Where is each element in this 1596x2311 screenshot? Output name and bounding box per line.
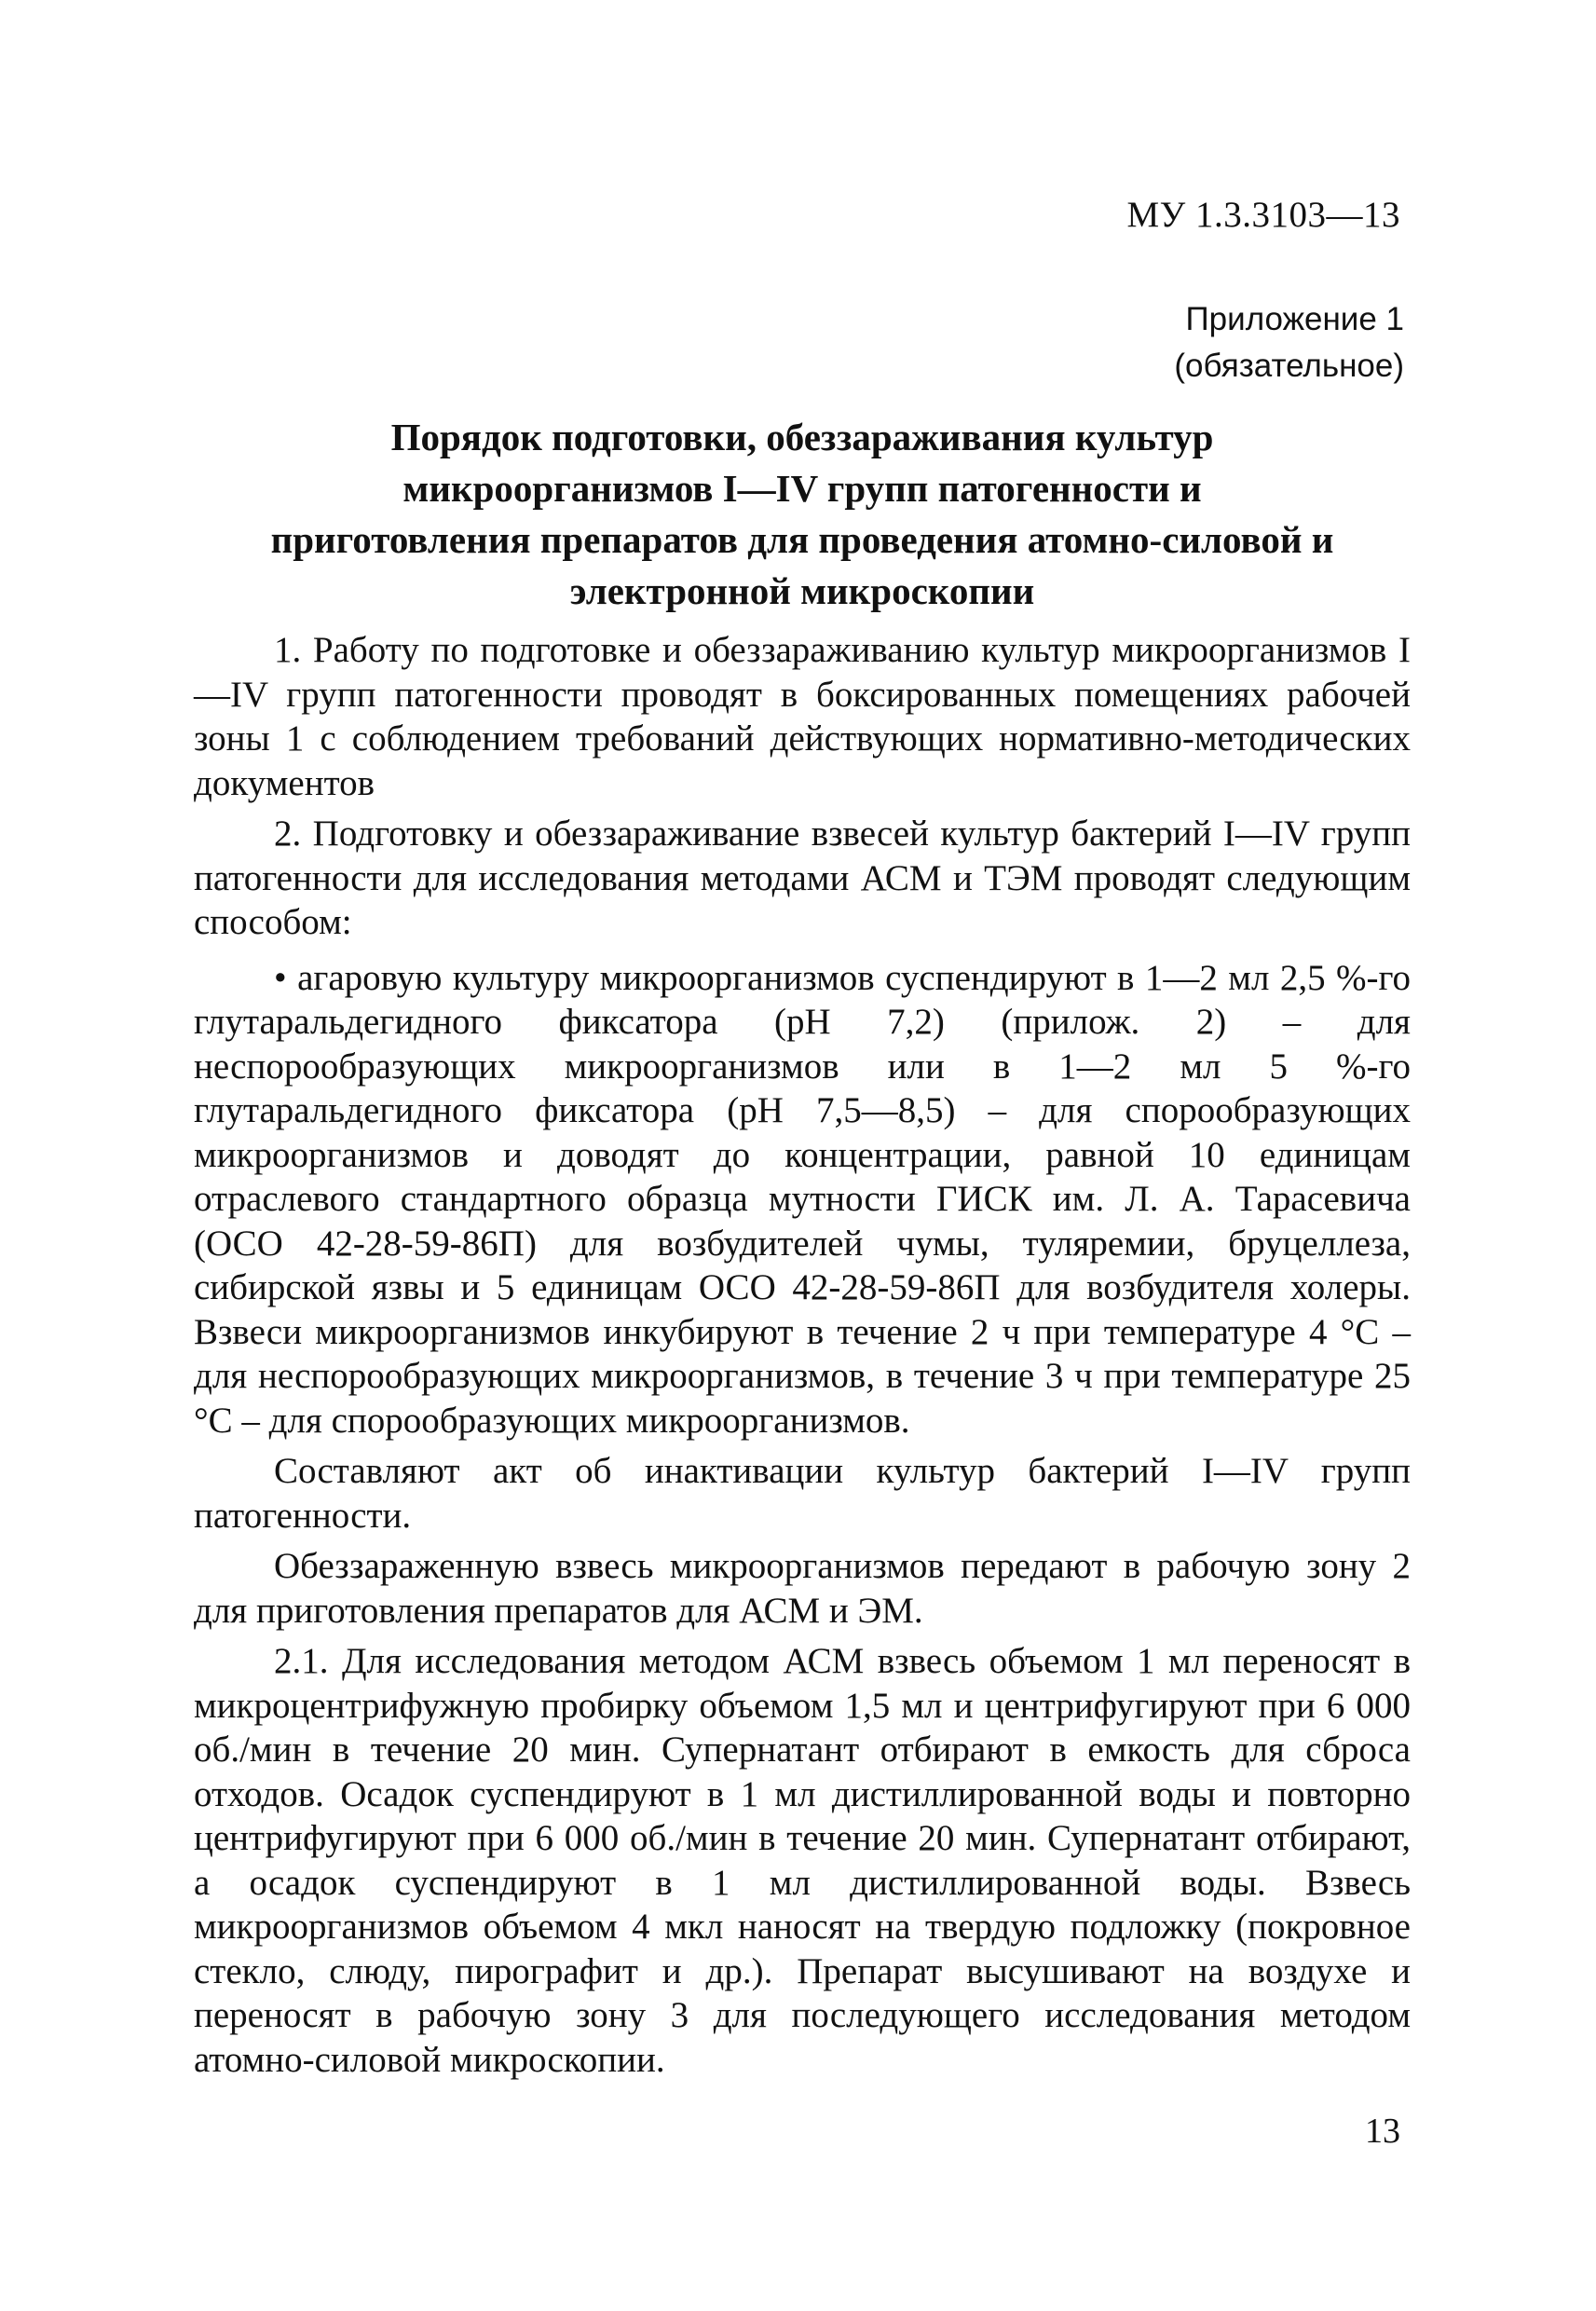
paragraph-1: 1. Работу по подготовке и обеззараживанию культур микроорганизмов I—IV групп патогенности проводят в боксированных помещениях рабочей зоны 1 с соблюдением требований действующих нормативно-методических документов (194, 630, 1411, 803)
title-line-1: Порядок подготовки, обеззараживания культур (390, 416, 1214, 458)
document-code: МУ 1.3.3103—13 (1126, 195, 1400, 235)
paragraph-transfer: Обеззараженную взвесь микроорганизмов передают в рабочую зону 2 для приготовления препаратов для АСМ и ЭМ. (194, 1546, 1411, 1631)
section-title (201, 412, 1403, 617)
page-number: 13 (1365, 2112, 1400, 2151)
appendix-status: (обязательное) (1174, 348, 1404, 384)
paragraph-2-1: 2.1. Для исследования методом АСМ взвесь объемом 1 мл переносят в микроцентрифужную пробирку объемом 1,5 мл и центрифугируют при 6 000 об./мин в течение 20 мин. Супернатант отбирают в емкость для сброса отходов. Осадок суспендируют в 1 мл дистиллированной воды и повторно центрифугируют при 6 000 об./мин в течение 20 мин. Супернатант отбирают, а осадок суспендируют в 1 мл дистиллированной воды. Взвесь микроорганизмов объемом 4 мкл наносят на твердую подложку (покровное стекло, слюду, пирографит и др.). Препарат высушивают на воздухе и переносят в рабочую зону 3 для последующего исследования методом атомно-силовой микроскопии. (194, 1641, 1411, 2080)
title-line-2: микроорганизмов I—IV групп патогенности и (402, 467, 1202, 510)
title-line-4: электронной микроскопии (569, 569, 1035, 612)
appendix-label-block (1174, 296, 1404, 390)
title-line-3: приготовления препаратов для проведения атомно-силовой и (270, 518, 1334, 561)
paragraph-act: Составляют акт об инактивации культур бактерий I—IV групп патогенности. (194, 1451, 1411, 1536)
appendix-label: Приложение 1 (1185, 301, 1404, 337)
body-text (194, 628, 1411, 2088)
paragraph-2: 2. Подготовку и обеззараживание взвесей культур бактерий I—IV групп патогенности для исследования методами АСМ и ТЭМ проводят следующим способом: (194, 814, 1411, 942)
bullet-paragraph: • агаровую культуру микроорганизмов суспендируют в 1—2 мл 2,5 %-го глутаральдегидного фиксатора (рН 7,2) (прилож. 2) – для неспорообразующих микроорганизмов или в 1—2 мл 5 %-го глутаральдегидного фиксатора (рН 7,5—8,5) – для спорообразующих микроорганизмов и доводят до концентрации, равной 10 единицам отраслевого стандартного образца мутности ГИСК им. Л. А. Тарасевича (ОСО 42-28-59-86П) для возбудителей чумы, туляремии, бруцеллеза, сибирской язвы и 5 единицам ОСО 42-28-59-86П для возбудителя холеры. Взвеси микроорганизмов инкубируют в течение 2 ч при температуре 4 °С – для неспорообразующих микроорганизмов, в течение 3 ч при температуре 25 °С – для спорообразующих микроорганизмов. (194, 957, 1411, 1441)
